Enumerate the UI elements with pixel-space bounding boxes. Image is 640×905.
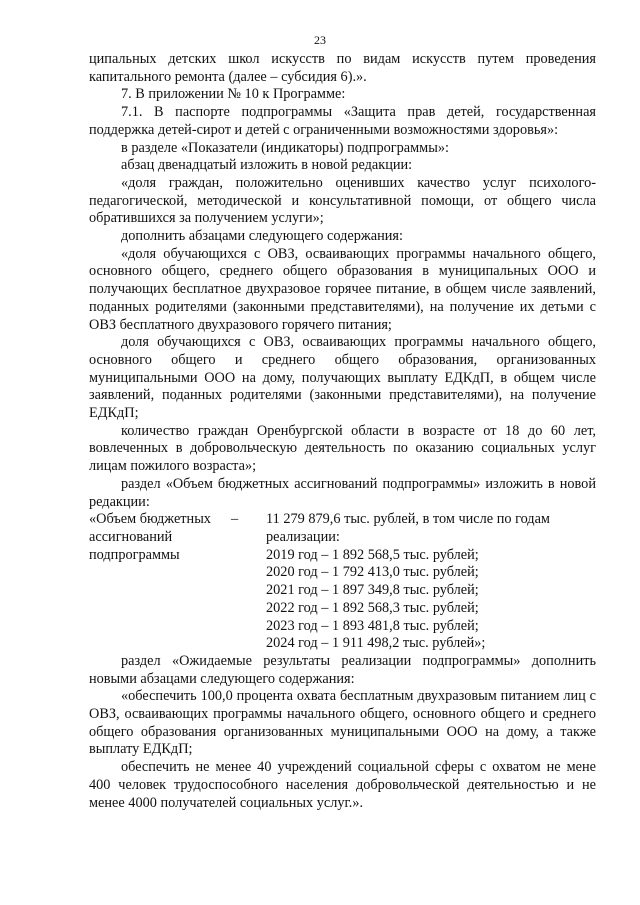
budget-year-2024: 2024 год – 1 911 498,2 тыс. рублей»; bbox=[266, 635, 486, 652]
budget-year-2019: 2019 год – 1 892 568,5 тыс. рублей; bbox=[266, 546, 479, 563]
budget-values bbox=[266, 511, 596, 653]
budget-year-2020: 2020 год – 1 792 413,0 тыс. рублей; bbox=[266, 564, 479, 581]
paragraph-budget-section: раздел «Объем бюджетных ассигнований подпрограммы» изложить в новой редакции: bbox=[89, 475, 596, 510]
paragraph-twelfth-clause: абзац двенадцатый изложить в новой редакции: bbox=[121, 157, 413, 174]
paragraph-expected-results: раздел «Ожидаемые результаты реализации подпрограммы» дополнить новыми абзацами следующего содержания: bbox=[89, 652, 596, 687]
paragraph-quote-share-citizens: «доля граждан, положительно оценивших качество услуг психолого-педагогической, методической и консультативной помощи, от общего числа обратившихся за получением услуги»; bbox=[89, 174, 596, 227]
paragraph-volunteers-count: количество граждан Оренбургской области в возрасте от 18 до 60 лет, вовлеченных в добровольческую деятельность по оказанию социальных услуг лицам пожилого возраста»; bbox=[89, 422, 596, 475]
budget-total: 11 279 879,6 тыс. рублей, в том числе по годам реализации: bbox=[266, 511, 550, 545]
budget-year-2021: 2021 год – 1 897 349,8 тыс. рублей; bbox=[266, 582, 479, 599]
paragraph-share-hot-meals: «доля обучающихся с ОВЗ, осваивающих программы начального общего, основного общего, среднего общего образования в муниципальных ООО и получающих бесплатное двухразовое горячее питание, в общем числе заявлений, поданных родителями (законными представителями), на получение их детьми с ОВЗ бесплатного двухразового горячего питания; bbox=[89, 245, 596, 333]
paragraph-indicators-section: в разделе «Показатели (индикаторы) подпрограммы»: bbox=[121, 139, 449, 156]
paragraph-social-institutions: обеспечить не менее 40 учреждений социальной сферы с охватом не мене 400 человек трудоспособного населения добровольческой деятельностью и не менее 4000 получателей социальных услуг.». bbox=[89, 759, 596, 811]
page-number: 23 bbox=[314, 33, 326, 47]
paragraph-item-7-1: 7.1. В паспорте подпрограммы «Защита прав детей, государственная поддержка детей-сирот и детей с ограниченными возможностями здоровья»: bbox=[89, 104, 596, 138]
budget-label: «Объем бюджетных ассигнований подпрограммы bbox=[89, 511, 211, 563]
budget-year-2022: 2022 год – 1 892 568,3 тыс. рублей; bbox=[266, 599, 479, 616]
paragraph-supplement-clauses: дополнить абзацами следующего содержания: bbox=[121, 228, 403, 245]
budget-year-2023: 2023 год – 1 893 481,8 тыс. рублей; bbox=[266, 617, 479, 634]
document-body bbox=[89, 51, 596, 812]
paragraph-item-7: 7. В приложении № 10 к Программе: bbox=[121, 86, 346, 103]
budget-dash: – bbox=[231, 511, 239, 528]
paragraph-continuation: ципальных детских школ искусств по видам искусств путем проведения капитального ремонта (далее – субсидия 6).». bbox=[89, 51, 596, 85]
budget-years bbox=[266, 547, 596, 653]
budget-table bbox=[89, 511, 596, 653]
paragraph-meal-coverage: «обеспечить 100,0 процента охвата бесплатным двухразовым питанием лиц с ОВЗ, осваивающих программы начального общего, основного общего и среднего общего образования организованных муниципальными ООО на дому, а также выплату ЕДКдП; bbox=[89, 688, 596, 758]
paragraph-share-home-education: доля обучающихся с ОВЗ, осваивающих программы начального общего, основного общего и среднего общего образования, организованных муниципальными ООО на дому, получающих выплату ЕДКдП, в общем числе заявлений, поданных родителями (законными представителями), на получение ЕДКдП; bbox=[89, 334, 596, 422]
